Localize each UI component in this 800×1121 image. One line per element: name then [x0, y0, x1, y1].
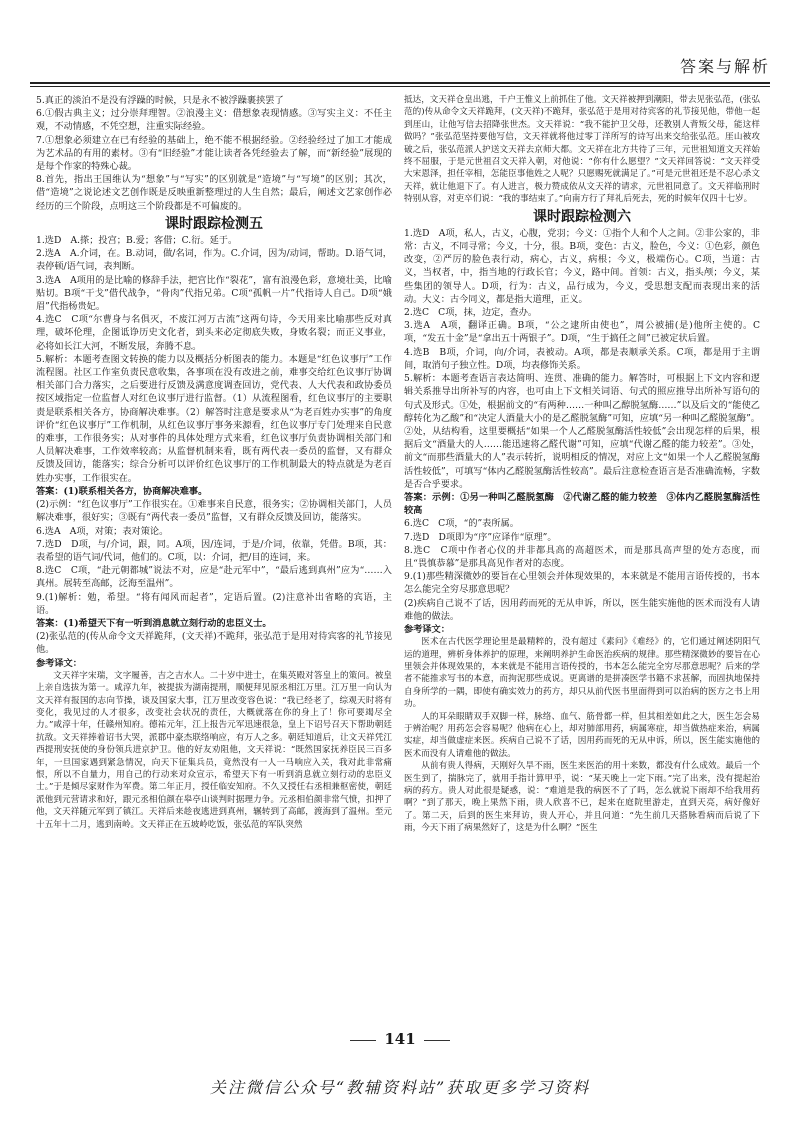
answer-line: 8.首先，指出王国维认为“想象”与“写实”的区别就是“造境”与“写境”的区别；其次，借“造境”之说论述文艺创作既是反映重新整理过的人生自然；最后，阐述文艺家创作必经历的三个阶段，点明这三个阶段都是不可偏废的。: [36, 174, 392, 212]
answer-item: 1.选D A.搽；投宫；B.爱；客借；C.衍。延于。: [36, 235, 238, 247]
answer-item: 9.(1)那些精深微妙的要旨在心里领会并体现效果的，本来就是不能用言语传授的，书本怎么能完全穷尽那意思呢？: [404, 571, 760, 596]
translation-text: 从前有贵人得病，天刚好久旱不雨，医生来医治的用十来数，都没有什么成效。最后一个医生到了，揣脉完了，就用手指计算甲乎，说：“某天晚上一定下雨。”完了出来，没有提起治病的药方。贵人对此很是疑惑，说：“难道是我的病医不了了吗，怎么就说下雨却不给我用药啊？”到了那天，晚上果然下雨，贵人欣喜不已，起来在庭院里游走，直到天亮，病好像好了。第二天，后到的医生来拜访，贵人开心，并且问道：“先生前几天搭脉看病而后说了下雨，今天下雨了病果然好了，这是为什么啊？”医生: [404, 761, 760, 834]
translation-heading: 参考译文：: [36, 657, 82, 669]
answer-item: 4.选C C项“尔曹身与名俱灭，不废江河万古流”这两句诗，今天用来比喻那些反对真理，破坏伦理，企图诋诤历史文化者，到头来必定彻底失败，身败名裂；而正义事业，必将如长江大河，不断发展，奔腾不息。: [36, 314, 392, 352]
left-column: [36, 94, 392, 1029]
answer-item: 8.选C C项，“赴元朝都城”说法不对，应是“赴元军中”，“最后逃到真州”应为“……入真州。展转至高邮，泛海至温州”。: [36, 565, 392, 590]
translation-text: 医术在古代医学理论里是最精粹的，没有超过《素问》《难经》的，它们通过阐述阴阳气运的道理，辨析身体养护的原理，来阐明养护生命医治疾病的规律。那些精深微妙的要旨在心里领会并体现效果的，本来就是不能用言语传授的，书本怎么能完全穷尽那意思呢？后来的学者不能推求写书的本意，而拘泥那些成说。更离谱的是拼凑医学书籍不求甚解，而固执地保持自身所学的一隅，即使有确实效力的药方，却只从前代医书里面得到可以治病的医方之书上用功。: [404, 637, 760, 710]
answer-item: 6.选A A项，对策；表对策论。: [36, 525, 169, 537]
answer-item: 7.选D D项，与/介词，跟，同。A项，因/连词，于是/介词，依靠，凭借。B项，其：表希望的语气词/代词，他们的。C项，以：介词，把/目的连词，来。: [36, 538, 392, 563]
answer-item: 2.选C C项，抹，边定，查办。: [404, 307, 538, 319]
section-title: 课时跟踪检测六: [533, 208, 631, 225]
answer-line: 7.①想象必须建立在已有经验的基础上，绝不能不根据经验。②经验经过了加工才能成为艺术品的有用的素材。③有“旧经验”才能让读者各凭经验去了解，而“新经验”展现的是每个作家的特殊心裁。: [36, 134, 392, 173]
answer-item: 6.选C C项，“的”表所属。: [404, 518, 519, 530]
answer-item: 3.选A A项，翻译正确。B项，“公之逮所由使也”，周公被捕(是)他所主使的。C项，“发五十金”是“拿出五十两银子”。D项，“生于搞任之间”已被定状后置。: [404, 320, 760, 345]
answer-item: 9.(1)解析：勉，希望。“将有闻风而起者”，定语后置。(2)注意补出省略的宾语，主语。: [36, 591, 392, 616]
translation-text: 文天祥字宋瑞，文字履善，吉之吉水人。二十岁中进士，在集英殿对答皇上的策问。被皇上亲自选拔为第一。咸淳九年，被提拔为湖南提刑，顺便拜见原丞相江万里。江万里一向认为文天祥有报国的志向节操，谈及国家大事，江万里改变容色说：“我已经老了，综观天时将有变化，我见过的人才很多，改变社会状况的责任，大概就落在你的身上了！你可要竭尽全力。”咸淳十年，任赣州知府。德祐元年，江上报告元军迅速很急，皇上下诏号召天下帮助朝廷抗敌。文天祥捧着诏书大哭，派郡中豪杰联络响应，有万人之多。朝廷知道后，让文天祥凭江西提刑安抚使的身份领兵进京护卫。他的好友劝阻他，文天祥说：“既然国家抚养臣民三百多年，一旦国家遇到紧急情况，向天下征集兵员，竟然没有一人一马响应入关，我对此非常痛恨，所以不自量力，用自己的行动来对众宣示，希望天下有一听到消息就立刻行动的忠臣义士。”于是倾尽家财作为军费。第二年正月，授任临安知府。不久又授任右丞相兼枢密使，朝廷派他到元营请求和好，跟元丞相伯颜在皋亭山谈判时据理力争。元丞相伯颜非常气愤，扣押了他，文天祥随元军到了镇江。天祥后来趁夜逃进到真州，辗转到了高邮，渡海到了温州。至元十五年十二月，逃到南岭。文天祥正在五坡岭吃饭，张弘范的军队突然: [36, 670, 392, 830]
answer-line: 5.真正的淡泊不是没有浮躁的时候，只是永不被浮躁裹挟罢了: [36, 95, 284, 106]
page-header: [30, 46, 770, 84]
answer-item: 1.选D A项，私人，古义，心腹，党羽；今义：①指个人和个人之间。②非公家的，非常：古义，不同寻常；今义，十分，很。B项，变色：古义，脸色，今义：①色彩，颜色改变，②严厉的脸色表行动，病心，古义，病根；今义，极端伤心。C项，当道：古义，当权者，中，指当地的行政长官；今义，路中间。首领：古义，指头颅；今义，某些集团的领导人。D项，行为：古义，品行成为，今义，受思想支配而表现出来的活动。大义：古今同义，都是指大道理，正义。: [404, 227, 760, 305]
header-title: 答案与解析: [679, 57, 770, 76]
answer-item: 答案：示例：①另一种叫乙醛脱氢酶 ②代谢乙醛的能力较差 ③体内乙醛脱氢酶活性较高: [404, 491, 760, 517]
section-title: 课时跟踪检测五: [165, 215, 263, 232]
answer-item: (2)张弘范的(传从命令文天祥跪拜，(文天祥)不跪拜，张弘范于是用对待宾客的礼节接见他。: [36, 631, 392, 656]
right-column: [404, 94, 760, 1029]
answer-item: 4.选B B项，介词，向/介词，表被动。A项，都是表顺承关系。C项，都是用于主谓间，取消句子独立性。D项，均表修饰关系。: [404, 346, 760, 371]
translation-text: 人的耳朵眼睛双手双脚一样，脉络、血气、筋骨都一样，但其相差如此之大，医生怎会易于辨治呢？用药怎会容易呢？他病在心上，却对肺部用药，病属寒症，却当做热症来治，病属实症，却当做虚症来医。疾病自己说不了话，因用药而死的无从申诉，所以，医生能实施他的医术而没有人请难他的做法。: [404, 711, 760, 759]
answer-item: 5.解析：本题考查语言表达简明、连贯、准确的能力。解答时，可根据上下文内容和逻辑关系推导出所补写的内容，也可由上下文相关词语、句式的照应推导出所补写语句的句式及形式。①处，根据前文的“有两种……一种叫乙醇脱氢酶……”以及后文的“能使乙醇转化为乙酸”和“决定人酒量大小的是乙醛脱氢酶”可知，应填“另一种叫乙醛脱氢酶”。②处，从结构看，这里要概括“如果一个人乙醛脱氢酶活性较低”会出现怎样的后果，根据后文“酒量大的人……能迅速将乙醛代谢”可知，应填“代谢乙醛的能力较差”。③处，前文“而那些酒量大的人”表示转折，说明相反的情况，对应上文“如果一个人乙醛脱氢酶活性较低”，可填写“体内乙醛脱氢酶活性较高”。最后注意检查语言是否准确流畅，字数是否合乎要求。: [404, 373, 760, 490]
header-divider: [30, 86, 770, 87]
page-number: [0, 1030, 800, 1048]
answer-item: 2.选A A.介词，在。B.动词，做/名词，作为。C.介词，因为/动词，帮助。D.语气词，表停顿/语气词，表判断。: [36, 248, 392, 273]
answer-item: 7.选D D项即为“序”应译作“原理”。: [404, 531, 557, 543]
answer-item: (2)疾病自己说不了话，因用药而死的无从申诉，所以，医生能实施他的医术而没有人请难他的做法。: [404, 597, 760, 622]
answer-line: 6.①假古典主义；过分崇拜理智。②浪漫主义：借想象表现情感。③写实主义：不任主观，不动情感，不凭空想，注重实际经验。: [36, 108, 392, 133]
page-number-text: 141: [384, 1030, 416, 1048]
answer-item: 答案：(1)联系相关各方，协商解决难事。: [36, 485, 208, 497]
translation-continued: 抵达，文天祥仓皇出逃，千户王惟义上前抓住了他。文天祥被押到潮阳，带去见张弘范，(张弘范的)传从命令文天祥跪拜，(文天祥)不跪拜，张弘范于是用对待宾客的礼节接见他，带他一起到厓山，让他写信去招降张世杰。文天祥说：“我不能护卫父母，还教别人背叛父母，能这样做吗？”张弘范坚持要他写信，文天祥就将他过零丁洋所写的诗写出来交给张弘范。厓山被攻破之后，张弘范派人护送文天祥去京师大都。文天祥在北方共待了三年，元世祖知道文天祥始终不屈服，于是元世祖召文天祥入朝，对他说：“你有什么愿望？”文天祥回答说：“文天祥受大宋恩泽，担任宰相，怎能臣事他姓之人呢？只愿赐死就满足了。”可是元世祖还是不忍心杀文天祥，就让他退下了。有人进言，极力赞成依从文天祥的请求，元世祖同意了。文天祥临刑时特别从容，对吏卒们说：“我的事结束了。”向南方行了拜礼后死去，死的时候年仅四十七岁。: [404, 95, 760, 205]
answer-item: 8.选C C项中作者心仪的并非都具高的高超医术，而是那具高声望的处方态度，而且“畏慎恭慕”是那具高见作者对的态度。: [404, 544, 760, 569]
answer-item: 答案：(1)希望天下有一听到消息就立刻行动的忠臣义士。: [36, 617, 272, 629]
answer-item: 5.解析：本题考查图文转换的能力以及概括分析图表的能力。本题是“红色议事厅”工作流程图。社区工作室负责民意收集，各事项在没有改进之前，难事交给红色议事厅协调相关部门合力落实，之后要进行反馈及满意度调查回访，党代表、人大代表和政协委员按区域指定一位监督人对红色议事厅进行监督。（1）从流程图看，红色议事厅的主要职责是联系相关各方，协商解决难事。（2）解答时注意是要求从“为老百姓办实事”的角度评价“红色议事厅”工作机制，从红色议事厅事务来源看，红色议事厅专门处理来自民意的难事，工作很务实；从对事件的具体处理方式来看，红色议事厅负责协调相关部门和人员解决难事，工作效率较高；从监督机制来看，既有两代表一委员的监督，又有群众反馈及回访，能落实；综合分析可以评价红色议事厅的工作机制最大的特点就是为老百姓办实事，工作很实在。: [36, 353, 392, 484]
answer-item: (2)示例：“红色议事厅”工作很实在。①难事来自民意，很务实；②协调相关部门，人员解决难事，很好实；③既有“两代表一委员”监督，又有群众反馈及回访，能落实。: [36, 499, 392, 524]
answer-item: 3.选A A项用的是比喻的修辞手法，把宫比作“裂花”，富有浪漫色彩，意境壮美，比喻贴切。B项“干戈”借代战争，“骨肉”代指兄弟。C项“孤帆一片”代指诗人自己。D项“娥眉”代指杨贵妃。: [36, 274, 392, 313]
translation-heading: 参考译文：: [404, 623, 450, 635]
footer-note: 关注微信公众号“教辅资料站”获取更多学习资料: [209, 1078, 591, 1097]
